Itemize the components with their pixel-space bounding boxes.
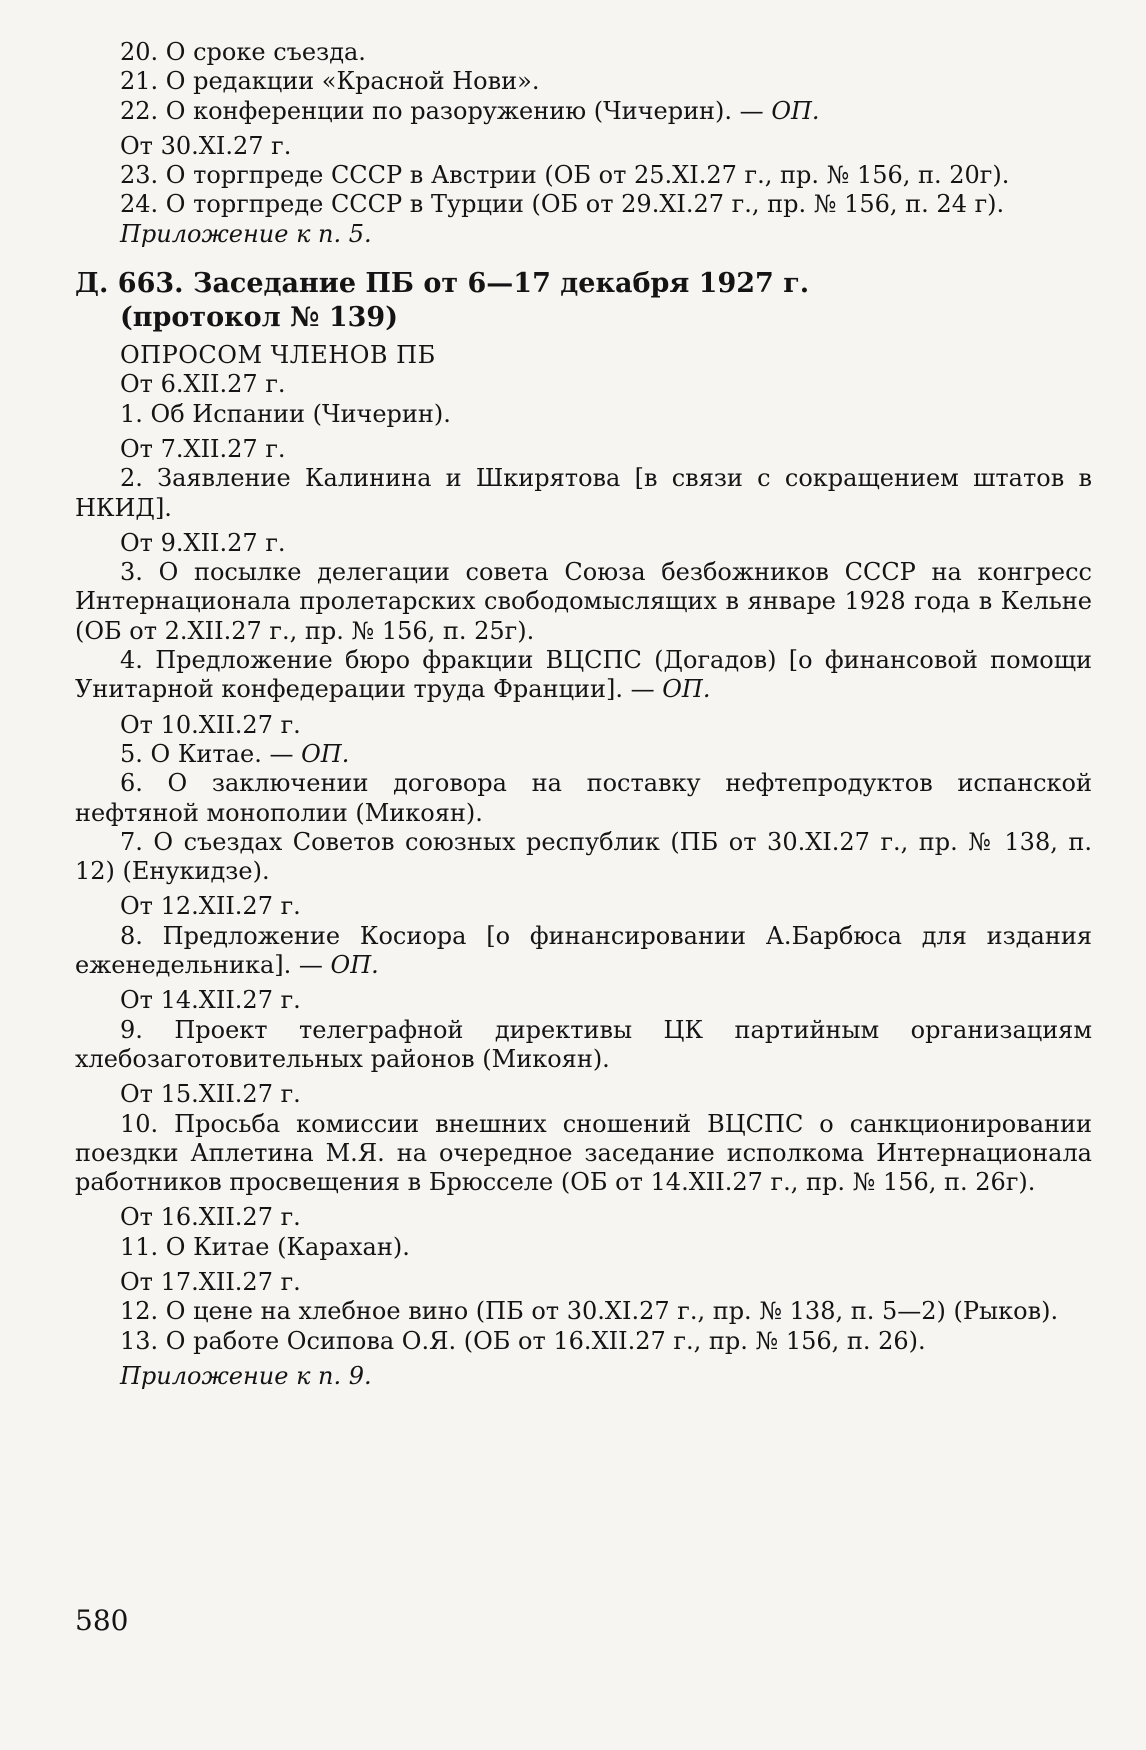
item-3: 3. О посылке делегации совета Союза безбожников СССР на конгресс Интернационала пролетарских свободомыслящих в январе 1928 года в Кельне (ОБ от 2.XII.27 г., пр. № 156, п. 25г). bbox=[75, 558, 1092, 645]
date-6-xii: От 6.XII.27 г. bbox=[120, 370, 286, 399]
date-12-xii: От 12.XII.27 г. bbox=[120, 892, 301, 921]
date-30-xi: От 30.XI.27 г. bbox=[120, 131, 292, 160]
item-10: 10. Просьба комиссии внешних сношений ВЦСПС о санкционировании поездки Аплетина М.Я. на очередное заседание исполкома Интернационала работников просвещения в Брюсселе (ОБ от 14.XII.27 г., пр. № 156, п. 26г). bbox=[75, 1109, 1092, 1197]
item-12: 12. О цене на хлебное вино (ПБ от 30.XI.27 г., пр. № 138, п. 5—2) (Рыков). bbox=[120, 1297, 1059, 1326]
item-4-text: 4. Предложение бюро фракции ВЦСПС (Догадов) [о финансовой помощи Унитарной конфедерации труда Франции]. — bbox=[75, 646, 1092, 704]
page-number: 580 bbox=[75, 1604, 129, 1637]
item-24: 24. О торгпреде СССР в Турции (ОБ от 29.XI.27 г., пр. № 156, п. 24 г). bbox=[120, 190, 1005, 219]
item-6: 6. О заключении договора на поставку нефтепродуктов испанской нефтяной монополии (Микоян). bbox=[75, 769, 1092, 827]
item-11: 11. О Китае (Карахан). bbox=[120, 1232, 410, 1261]
appendix-note-9: Приложение к п. 9. bbox=[120, 1361, 372, 1390]
item-8-op: ОП. bbox=[330, 951, 379, 980]
item-22 bbox=[75, 97, 1092, 126]
item-9: 9. Проект телеграфной директивы ЦК партийным организациям хлебозаготовительных районов (Микоян). bbox=[75, 1015, 1092, 1073]
protocol-number: (протокол № 139) bbox=[120, 302, 398, 334]
date-9-xii: От 9.XII.27 г. bbox=[120, 528, 286, 557]
document-heading: Д. 663. Заседание ПБ от 6—17 декабря 1927 г. bbox=[75, 268, 810, 300]
date-16-xii: От 16.XII.27 г. bbox=[120, 1203, 301, 1232]
item-22-text: 22. О конференции по разоружению (Чичерин). — bbox=[120, 96, 764, 125]
item-5-op: ОП. bbox=[301, 739, 350, 768]
item-21: 21. О редакции «Красной Нови». bbox=[120, 67, 540, 96]
date-10-xii: От 10.XII.27 г. bbox=[120, 710, 301, 739]
date-15-xii: От 15.XII.27 г. bbox=[120, 1080, 301, 1109]
appendix-note-5: Приложение к п. 5. bbox=[120, 219, 372, 248]
item-2: 2. Заявление Калинина и Шкирятова [в связи с сокращением штатов в НКИД]. bbox=[75, 464, 1092, 522]
item-13: 13. О работе Осипова О.Я. (ОБ от 16.XII.27 г., пр. № 156, п. 26). bbox=[120, 1326, 926, 1355]
item-5-text: 5. О Китае. — bbox=[120, 739, 294, 768]
date-14-xii: От 14.XII.27 г. bbox=[120, 986, 301, 1015]
item-20: 20. О сроке съезда. bbox=[120, 38, 366, 66]
item-4 bbox=[75, 646, 1092, 705]
date-7-xii: От 7.XII.27 г. bbox=[120, 434, 286, 463]
document-body bbox=[75, 38, 1092, 1391]
poll-label: ОПРОСОМ ЧЛЕНОВ ПБ bbox=[120, 341, 436, 370]
item-8-text: 8. Предложение Косиора [о финансировании А.Барбюса для издания еженедельника]. — bbox=[75, 921, 1092, 980]
item-8 bbox=[75, 922, 1092, 981]
item-1: 1. Об Испании (Чичерин). bbox=[120, 399, 451, 428]
item-22-op: ОП. bbox=[771, 96, 820, 125]
item-4-op: ОП. bbox=[662, 675, 711, 704]
item-5 bbox=[75, 740, 1092, 769]
item-7: 7. О съездах Советов союзных республик (ПБ от 30.XI.27 г., пр. № 138, п. 12) (Енукидзе). bbox=[75, 827, 1092, 886]
date-17-xii: От 17.XII.27 г. bbox=[120, 1267, 301, 1296]
item-23: 23. О торгпреде СССР в Австрии (ОБ от 25.XI.27 г., пр. № 156, п. 20г). bbox=[120, 161, 1010, 190]
